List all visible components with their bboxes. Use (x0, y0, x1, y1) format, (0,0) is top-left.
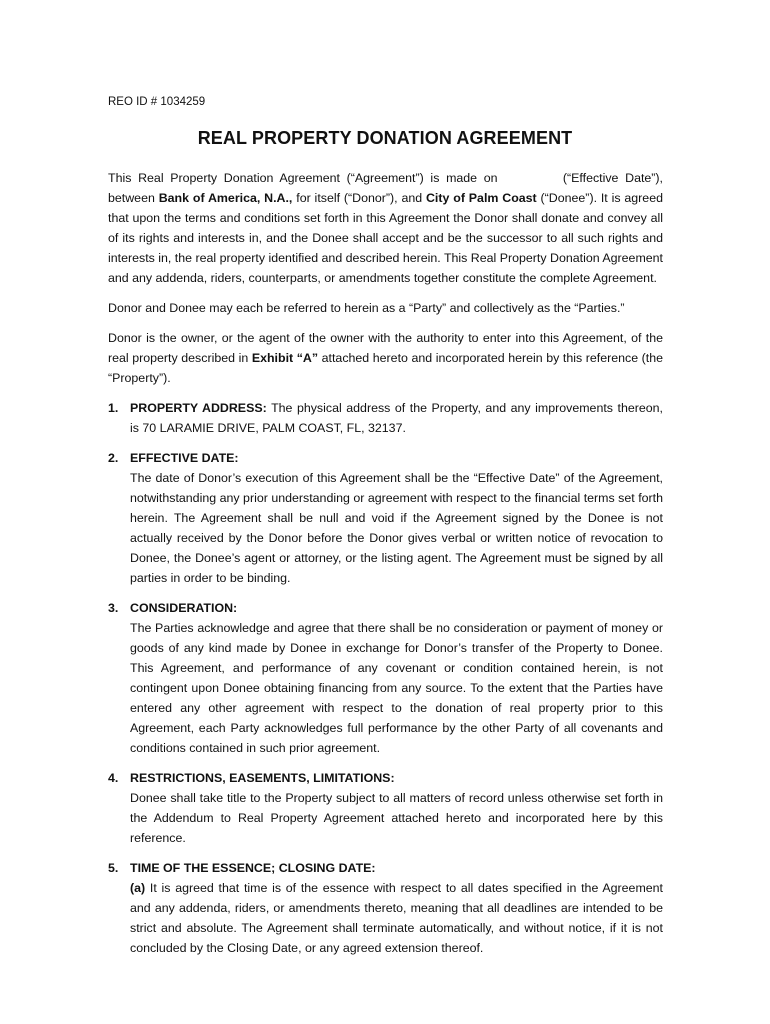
donee-name: City of Palm Coast (425, 191, 537, 205)
property-paragraph (108, 328, 663, 388)
property-text-a: Donor is the owner, or the agent of the owner with the authority to enter into this Agreement, of the real property described in (108, 331, 663, 365)
section-number: 3. (108, 601, 119, 615)
section-text: It is agreed that time is of the essence with respect to all dates specified in the Agreement and any addenda, riders, or amendments thereto, meaning that all deadlines are intended to be strict and absolute. The Agreement shall terminate automatically, and without notice, if it is not concluded by the Closing Date, or any agreed extension thereof. (130, 881, 663, 955)
intro-text-a: This Real Property Donation Agreement (“Agreement”) is made on (108, 171, 498, 185)
document-title: REAL PROPERTY DONATION AGREEMENT (197, 128, 573, 148)
section-heading: PROPERTY ADDRESS: (130, 401, 267, 415)
parties-paragraph: Donor and Donee may each be referred to herein as a “Party” and collectively as the “Parties.” (108, 301, 625, 315)
section-property-address (108, 398, 663, 438)
intro-text-d: (“Donee”). It is agreed that upon the terms and conditions set forth in this Agreement the Donor shall donate and convey all of its rights and interests in, and the Donee shall accept and be the successor to all such rights and interests in, the real property identified and described herein. This Real Property Donation Agreement and any addenda, riders, counterparts, or amendments together constitute the complete Agreement. (108, 191, 663, 285)
section-number: 4. (108, 771, 119, 785)
section-restrictions (108, 768, 663, 848)
document-body (108, 168, 663, 968)
exhibit-a-reference: Exhibit “A” (251, 351, 319, 365)
reo-id: REO ID # 1034259 (108, 96, 206, 108)
intro-text-b: (“Effective Date”), between (108, 171, 663, 205)
intro-text-c: for itself (“Donor”), and (296, 191, 423, 205)
section-heading: CONSIDERATION: (130, 601, 238, 615)
section-effective-date (108, 448, 663, 588)
section-heading: EFFECTIVE DATE: (130, 451, 239, 465)
section-heading: TIME OF THE ESSENCE; CLOSING DATE: (130, 861, 376, 875)
section-number: 2. (108, 451, 119, 465)
subsection-label: (a) (130, 881, 146, 895)
section-text: The date of Donor’s execution of this Agreement shall be the “Effective Date” of the Agreement, notwithstanding any prior understanding or agreement with respect to the financial terms set forth herein. The Agreement shall be null and void if the Agreement signed by the Donee is not actually received by the Donor before the Donor gives verbal or written notice of revocation to Donee, the Donee’s agent or attorney, or the listing agent. The Agreement must be signed by all parties in order to be binding. (130, 471, 663, 585)
property-text-b: attached hereto and incorporated herein by this reference (the “Property”). (108, 351, 664, 385)
donor-name: Bank of America, N.A., (158, 191, 293, 205)
section-text: The Parties acknowledge and agree that there shall be no consideration or payment of money or goods of any kind made by Donee in exchange for Donor’s transfer of the Property to Donee. This Agreement, and performance of any covenant or condition contained herein, is not contingent upon Donee obtaining financing from any source. To the extent that the Parties have entered any other agreement with respect to the donation of real property prior to this Agreement, each Party acknowledges full performance by the other Party of all covenants and conditions contained in such prior agreement. (130, 621, 663, 755)
intro-paragraph (108, 168, 663, 288)
section-text: The physical address of the Property, and any improvements thereon, is 70 LARAMIE DRIVE, PALM COAST, FL, 32137. (130, 401, 663, 435)
section-number: 1. (108, 401, 119, 415)
section-text: Donee shall take title to the Property subject to all matters of record unless otherwise set forth in the Addendum to Real Property Agreement attached hereto and incorporated here by this reference. (130, 791, 663, 845)
section-time-of-essence (108, 858, 663, 958)
section-number: 5. (108, 861, 119, 875)
section-heading: RESTRICTIONS, EASEMENTS, LIMITATIONS: (130, 771, 395, 785)
sections-list (108, 398, 663, 958)
section-consideration (108, 598, 663, 758)
